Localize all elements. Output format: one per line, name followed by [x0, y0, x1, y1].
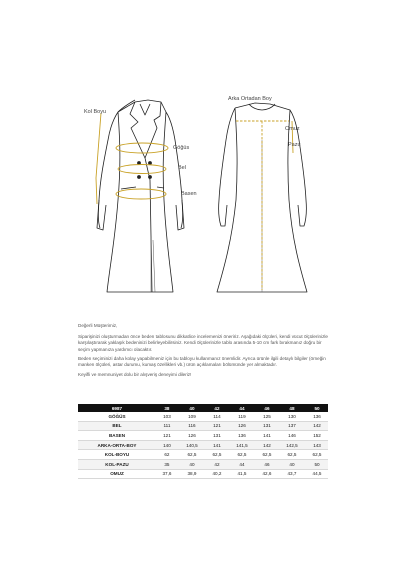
table-row: [78, 469, 328, 479]
row-label: ARKA-ORTA-BOY: [78, 440, 156, 450]
table-cell: 62: [156, 450, 178, 460]
table-row: [78, 450, 328, 460]
table-cell: 126: [228, 421, 256, 431]
table-cell: 130: [278, 412, 306, 421]
table-cell: 62,5: [228, 450, 256, 460]
greeting: Değerli Müşterimiz,: [78, 323, 118, 328]
size-col-header: 50: [306, 404, 328, 412]
table-cell: 137: [278, 421, 306, 431]
table-cell: 46: [256, 459, 278, 469]
size-col-header: 44: [228, 404, 256, 412]
size-col-header: 42: [206, 404, 228, 412]
table-row: [78, 431, 328, 441]
table-cell: 62,5: [278, 450, 306, 460]
label-basen: Basen: [181, 191, 197, 197]
table-cell: 44,5: [306, 469, 328, 479]
row-label: BEL: [78, 421, 156, 431]
table-cell: 116: [178, 421, 206, 431]
table-cell: 140,5: [178, 440, 206, 450]
table-cell: 35: [156, 459, 178, 469]
table-cell: 131: [256, 421, 278, 431]
product-code: 6987: [78, 404, 156, 412]
table-row: [78, 440, 328, 450]
table-cell: 146: [278, 431, 306, 441]
table-cell: 44: [228, 459, 256, 469]
table-cell: 41,5: [228, 469, 256, 479]
table-cell: 62,5: [256, 450, 278, 460]
size-chart-table: [78, 404, 328, 479]
table-cell: 114: [206, 412, 228, 421]
table-row: [78, 421, 328, 431]
table-cell: 141: [256, 431, 278, 441]
table-row: [78, 412, 328, 421]
table-cell: 43,7: [278, 469, 306, 479]
size-col-header: 40: [178, 404, 206, 412]
table-cell: 152: [306, 431, 328, 441]
size-col-header: 46: [256, 404, 278, 412]
table-cell: 103: [156, 412, 178, 421]
table-cell: 40,2: [206, 469, 228, 479]
table-cell: 50: [306, 459, 328, 469]
table-cell: 40: [178, 459, 206, 469]
table-cell: 62,5: [178, 450, 206, 460]
table-cell: 131: [206, 431, 228, 441]
table-cell: 62,5: [306, 450, 328, 460]
row-label: BASEN: [78, 431, 156, 441]
table-cell: 140: [156, 440, 178, 450]
label-arka-ortadan-boy: Arka Ortadan Boy: [228, 96, 272, 102]
table-cell: 119: [228, 412, 256, 421]
table-row: [78, 459, 328, 469]
label-gogus: Göğüs: [173, 145, 190, 151]
paragraph-table-usage: Beden seçiminizi daha kolay yapabilmeniz için bu tabloyu kullanmanız önemlidir. Ayrıca ürünle ilgili detaylı bilgiler (örneğin manken ölçüleri, astar durumu, kumaş özellikleri vb.) ürün açıklamaları bölümünde yer almaktadır.: [78, 355, 326, 368]
size-col-header: 38: [156, 404, 178, 412]
table-cell: 121: [156, 431, 178, 441]
table-cell: 126: [178, 431, 206, 441]
paragraph-size-advice: Siparişinizi oluşturmadan önce beden tablosunu dikkatlice incelemenizi öneririz. Aşağıdaki ölçüleri, kendi vücut ölçülerinizle karşılaştırarak yaklaşık bedeninizi belirleyebilirsiniz. Kendi ölçülerinizle tablo arasında 5-10 cm fark bırakmanız doğru bir seçim yapmanıza yardımcı olacaktır.: [78, 334, 328, 352]
label-kol-boyu: Kol Boyu: [84, 109, 107, 115]
coat-front-view: [97, 100, 184, 292]
table-cell: 142: [306, 421, 328, 431]
row-label: GÖĞÜS: [78, 412, 156, 421]
table-cell: 38,9: [178, 469, 206, 479]
size-header-row: [78, 404, 328, 412]
table-cell: 141: [206, 440, 228, 450]
row-label: KOL-BOYU: [78, 450, 156, 460]
table-cell: 125: [256, 412, 278, 421]
table-cell: 111: [156, 421, 178, 431]
table-cell: 143: [306, 440, 328, 450]
table-cell: 136: [306, 412, 328, 421]
label-pazu: Pazu: [288, 142, 301, 148]
table-cell: 141,5: [228, 440, 256, 450]
table-cell: 37,6: [156, 469, 178, 479]
row-label: KOL-PAZU: [78, 459, 156, 469]
table-cell: 109: [178, 412, 206, 421]
table-cell: 142: [256, 440, 278, 450]
customer-note: [78, 323, 330, 381]
label-bel: Bel: [178, 165, 186, 171]
table-cell: 40: [278, 459, 306, 469]
table-cell: 136: [228, 431, 256, 441]
row-label: OMUZ: [78, 469, 156, 479]
table-cell: 42: [206, 459, 228, 469]
closing-line: Keyifli ve memnuniyet dolu bir alışveriş deneyimi dileriz!: [78, 372, 192, 378]
label-omuz: Omuz: [285, 126, 300, 132]
table-cell: 142,5: [278, 440, 306, 450]
size-col-header: 48: [278, 404, 306, 412]
table-cell: 42,6: [256, 469, 278, 479]
table-cell: 62,5: [206, 450, 228, 460]
table-cell: 121: [206, 421, 228, 431]
back-measure-lines: [236, 121, 293, 290]
